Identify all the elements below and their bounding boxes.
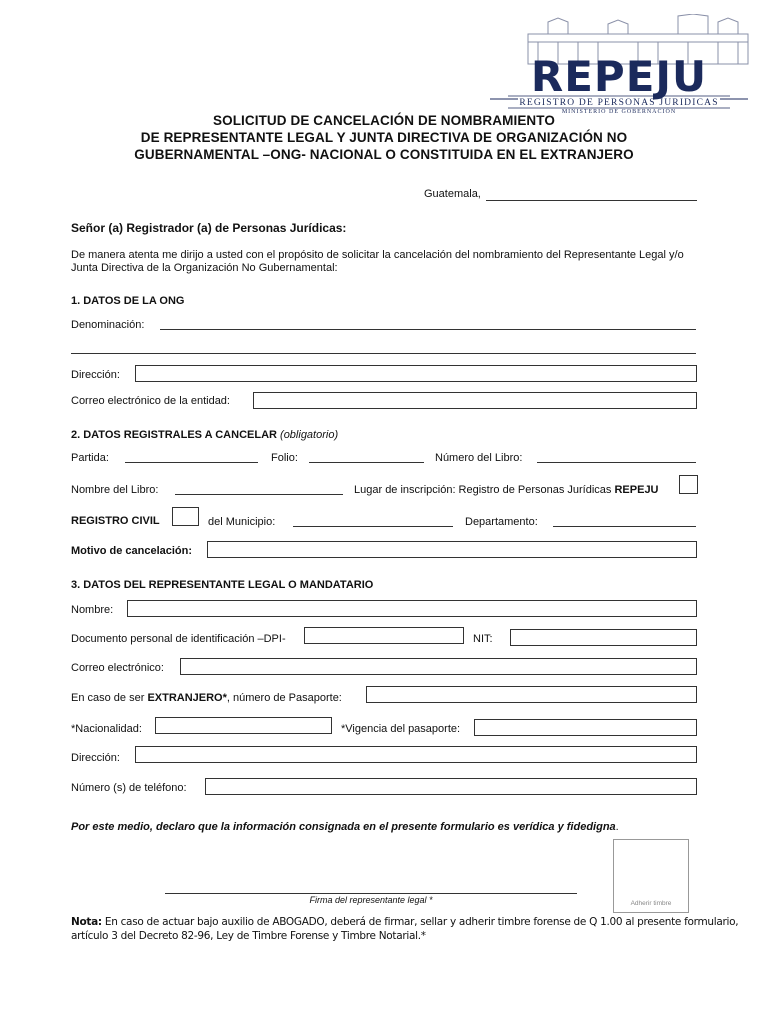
nacionalidad-field[interactable] xyxy=(155,717,332,734)
note-line-1 xyxy=(71,916,738,928)
departamento-label: Departamento: xyxy=(465,516,538,528)
section-2-title-text: 2. DATOS REGISTRALES A CANCELAR xyxy=(71,429,277,441)
correo-field[interactable] xyxy=(180,658,697,675)
title-line-3: GUBERNAMENTAL –ONG- NACIONAL O CONSTITUIDA EN EL EXTRANJERO xyxy=(134,147,634,162)
lugar-inscripcion-label xyxy=(354,484,659,496)
correo-entidad-field[interactable] xyxy=(253,392,697,409)
lugar-inscripcion-text: Lugar de inscripción: Registro de Personas Jurídicas xyxy=(354,484,612,496)
dpi-field[interactable] xyxy=(304,627,464,644)
telefono-label: Número (s) de teléfono: xyxy=(71,782,187,794)
section-1-title: 1. DATOS DE LA ONG xyxy=(71,295,185,307)
numero-libro-label: Número del Libro: xyxy=(435,452,523,464)
municipio-field[interactable] xyxy=(293,526,453,527)
title-line-2: DE REPRESENTANTE LEGAL Y JUNTA DIRECTIVA DE ORGANIZACIÓN NO xyxy=(140,130,628,145)
nombre-libro-field[interactable] xyxy=(175,494,343,495)
correo-label: Correo electrónico: xyxy=(71,662,164,674)
vigencia-field[interactable] xyxy=(474,719,697,736)
correo-entidad-label: Correo electrónico de la entidad: xyxy=(71,395,230,407)
denominacion-field[interactable] xyxy=(160,329,696,330)
pasaporte-label xyxy=(71,692,342,704)
date-field[interactable] xyxy=(486,200,697,201)
motivo-field[interactable] xyxy=(207,541,697,558)
logo-name: REPEJU xyxy=(530,52,708,101)
declaration-text: Por este medio, declaro que la información consignada en el presente formulario es verídica y fidedigna xyxy=(71,821,616,833)
place-label: Guatemala, xyxy=(424,188,481,200)
signature-line[interactable] xyxy=(165,893,577,894)
pasaporte-field[interactable] xyxy=(366,686,697,703)
motivo-label: Motivo de cancelación: xyxy=(71,545,193,557)
direccion-ong-label: Dirección: xyxy=(71,369,120,381)
direccion-ong-field[interactable] xyxy=(135,365,697,382)
municipio-label: del Municipio: xyxy=(208,516,276,528)
nacionalidad-label: *Nacionalidad: xyxy=(71,723,142,735)
departamento-field[interactable] xyxy=(553,526,696,527)
telefono-field[interactable] xyxy=(205,778,697,795)
signature-label: Firma del representante legal * xyxy=(309,895,433,905)
folio-label: Folio: xyxy=(271,452,298,464)
intro-line-1: De manera atenta me dirijo a usted con el propósito de solicitar la cancelación del nombramiento del Representante Legal y/o xyxy=(71,249,684,261)
declaration xyxy=(71,821,619,833)
section-3-title: 3. DATOS DEL REPRESENTANTE LEGAL O MANDATARIO xyxy=(71,579,374,591)
declaration-end: . xyxy=(615,821,619,833)
vigencia-label: *Vigencia del pasaporte: xyxy=(341,723,461,735)
denominacion-field-line-2[interactable] xyxy=(71,353,696,354)
extranjero-label: EXTRANJERO* xyxy=(147,692,227,704)
stamp-label: Adherir timbre xyxy=(630,900,672,907)
nit-field[interactable] xyxy=(510,629,697,646)
repeju-logo xyxy=(488,14,750,118)
nombre-field[interactable] xyxy=(127,600,697,617)
logo-subtitle: REGISTRO DE PERSONAS JURIDICAS xyxy=(519,98,719,108)
stamp-box xyxy=(613,839,689,913)
denominacion-label: Denominación: xyxy=(71,319,145,331)
registro-civil-checkbox[interactable] xyxy=(172,507,199,526)
section-2-title xyxy=(71,429,338,441)
nit-label: NIT: xyxy=(473,633,493,645)
dpi-label: Documento personal de identificación –DPI- xyxy=(71,633,286,645)
repeju-option-label: REPEJU xyxy=(614,484,659,496)
direccion-label: Dirección: xyxy=(71,752,120,764)
repeju-checkbox[interactable] xyxy=(679,475,698,494)
nombre-libro-label: Nombre del Libro: xyxy=(71,484,159,496)
folio-field[interactable] xyxy=(309,462,424,463)
salutation: Señor (a) Registrador (a) de Personas Jurídicas: xyxy=(71,221,347,235)
nombre-label: Nombre: xyxy=(71,604,114,616)
note-line-1-text: En caso de actuar bajo auxilio de ABOGADO, deberá de firmar, sellar y adherir timbre forense de Q 1.00 al presente formulario, xyxy=(104,916,739,928)
pasaporte-label-post: , número de Pasaporte: xyxy=(226,692,342,704)
logo-ministry: MINISTERIO DE GOBERNACIÓN xyxy=(561,109,677,115)
intro-line-2: Junta Directiva de la Organización No Gubernamental: xyxy=(71,262,338,274)
note-label: Nota: xyxy=(71,916,102,928)
direccion-field[interactable] xyxy=(135,746,697,763)
title-line-1: SOLICITUD DE CANCELACIÓN DE NOMBRAMIENTO xyxy=(212,113,555,128)
numero-libro-field[interactable] xyxy=(537,462,696,463)
registro-civil-label: REGISTRO CIVIL xyxy=(71,515,160,527)
note-line-2: artículo 3 del Decreto 82-96, Ley de Timbre Forense y Timbre Notarial.* xyxy=(71,930,426,942)
partida-field[interactable] xyxy=(125,462,258,463)
pasaporte-label-pre: En caso de ser xyxy=(71,692,145,704)
section-2-title-note: (obligatorio) xyxy=(280,429,339,441)
partida-label: Partida: xyxy=(71,452,109,464)
